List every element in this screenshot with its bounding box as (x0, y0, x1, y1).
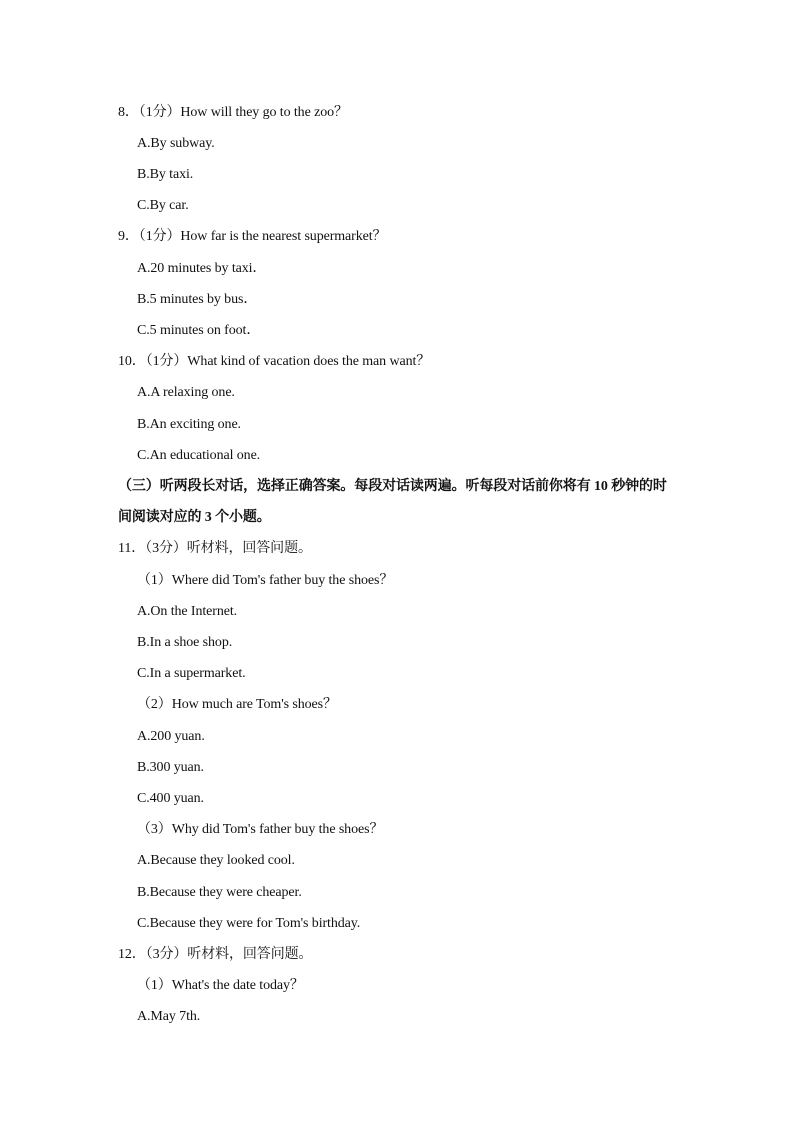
question-11-sub-2-option-a: A.200 yuan. (137, 729, 205, 744)
question-10-option-c: C.An educational one. (137, 448, 261, 463)
question-9-option-b: B.5 minutes by bus． (137, 292, 258, 307)
question-11-sub-3-stem: （3）Why did Tom's father buy the shoes？ (137, 822, 384, 837)
question-11-sub-2-stem: （2）How much are Tom's shoes？ (137, 697, 337, 712)
question-11-sub-3-option-b: B.Because they were cheaper. (137, 885, 302, 900)
question-11-sub-2-option-b: B.300 yuan. (137, 760, 204, 775)
question-11-sub-1-stem: （1）Where did Tom's father buy the shoes？ (137, 573, 394, 588)
question-11-stem: 11．（3分）听材料，回答问题。 (118, 541, 312, 556)
question-12-stem: 12．（3分）听材料，回答问题。 (118, 947, 313, 962)
question-8-stem: 8．（1分）How will they go to the zoo？ (118, 105, 348, 120)
section-3-instructions-line-1: （三）听两段长对话，选择正确答案。每段对话读两遍。听每段对话前你将有 10 秒钟的时 (118, 479, 667, 494)
question-11-sub-1-option-b: B.In a shoe shop. (137, 635, 233, 650)
question-11-sub-2-option-c: C.400 yuan. (137, 791, 204, 806)
question-8-option-c: C.By car. (137, 198, 189, 213)
question-10-option-a: A.A relaxing one. (137, 385, 235, 400)
question-12-sub-1-option-a: A.May 7th. (137, 1009, 201, 1024)
question-8-option-b: B.By taxi. (137, 167, 194, 182)
question-8-option-a: A.By subway. (137, 136, 215, 151)
question-12-sub-1-stem: （1）What's the date today？ (137, 978, 304, 993)
question-10-stem: 10．（1分）What kind of vacation does the man want？ (118, 354, 431, 369)
question-9-option-c: C.5 minutes on foot． (137, 323, 261, 338)
question-9-stem: 9．（1分）How far is the nearest supermarket？ (118, 229, 387, 244)
question-11-sub-3-option-a: A.Because they looked cool. (137, 853, 295, 868)
question-10-option-b: B.An exciting one. (137, 417, 241, 432)
question-11-sub-1-option-c: C.In a supermarket. (137, 666, 246, 681)
question-9-option-a: A.20 minutes by taxi． (137, 261, 267, 276)
question-11-sub-3-option-c: C.Because they were for Tom's birthday. (137, 916, 361, 931)
section-3-instructions-line-2: 间阅读对应的 3 个小题。 (118, 510, 271, 525)
question-11-sub-1-option-a: A.On the Internet. (137, 604, 238, 619)
